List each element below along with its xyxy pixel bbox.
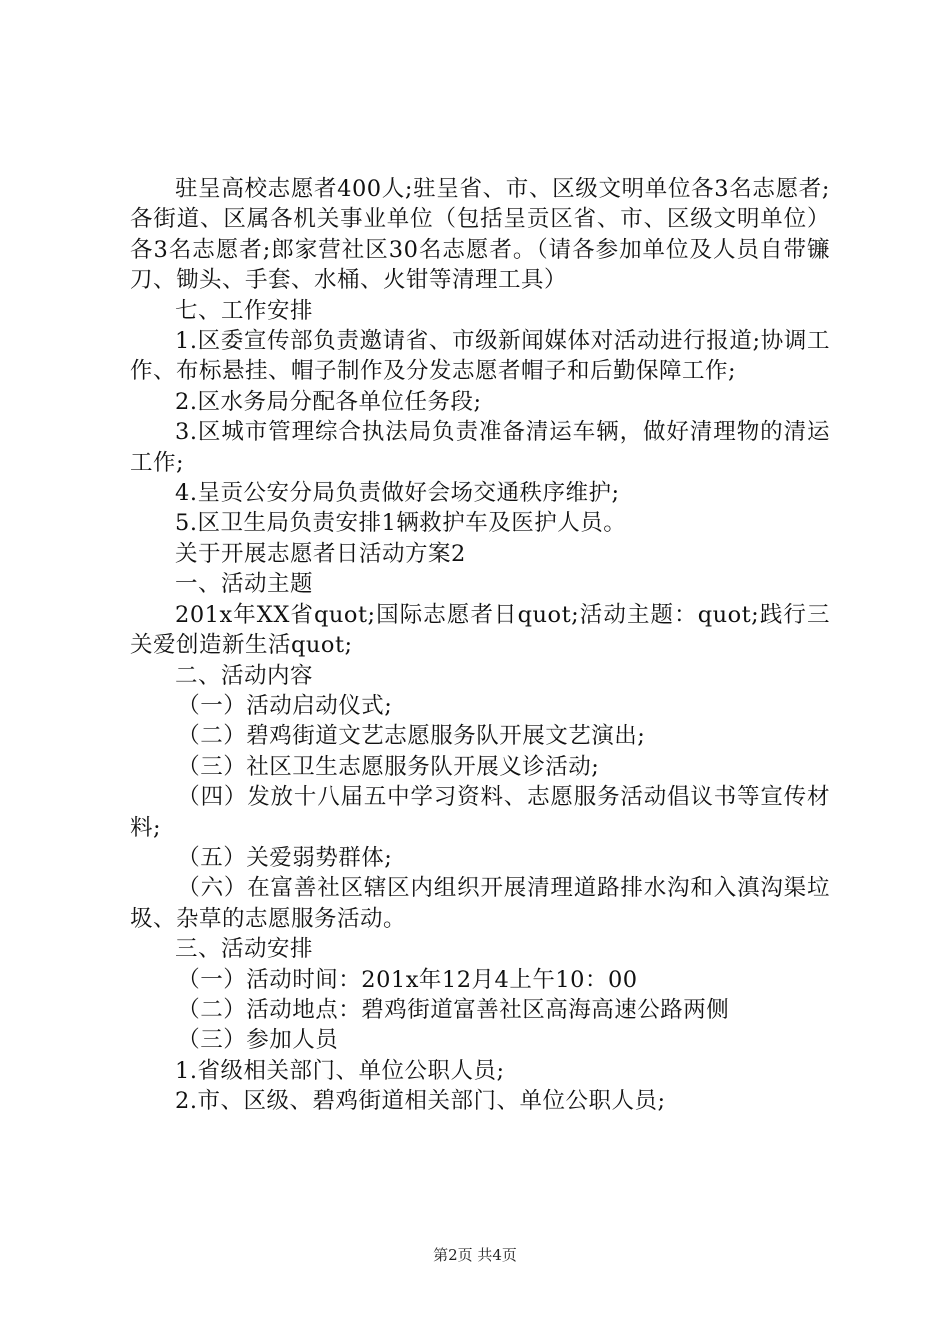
paragraph-item-5: 5.区卫生局负责安排1辆救护车及医护人员。 <box>175 510 627 537</box>
participant-item-2: 2.市、区级、碧鸡街道相关部门、单位公职人员; <box>175 1088 666 1115</box>
content-item-4: （四）发放十八届五中学习资料、志愿服务活动倡议书等宣传材料; <box>130 784 830 841</box>
paragraph-volunteer-participants: 驻呈高校志愿者400人;驻呈省、市、区级文明单位各3名志愿者;各街道、区属各机关事业单位（包括呈贡区省、市、区级文明单位）各3名志愿者;郎家营社区30名志愿者。（请各参加单位及人员自带镰刀、锄头、手套、水桶、火钳等清理工具） <box>130 176 830 294</box>
paragraph-item-2: 2.区水务局分配各单位任务段; <box>175 388 482 415</box>
content-item-1: （一）活动启动仪式; <box>177 692 393 719</box>
paragraph-activity-theme: 201x年XX省quot;国际志愿者日quot;活动主题：quot;践行三关爱创造新生活quot; <box>130 601 830 659</box>
page-number-footer: 第2页 共4页 <box>433 1246 517 1264</box>
arrangement-participants: （三）参加人员 <box>177 1027 339 1054</box>
arrangement-location: （二）活动地点：碧鸡街道富善社区高海高速公路两侧 <box>177 996 730 1023</box>
paragraph-item-1: 1.区委宣传部负责邀请省、市级新闻媒体对活动进行报道;协调工作、布标悬挂、帽子制作及分发志愿者帽子和后勤保障工作; <box>130 328 830 385</box>
arrangement-time: （一）活动时间：201x年12月4上午10：00 <box>177 966 638 993</box>
content-item-6: （六）在富善社区辖区内组织开展清理道路排水沟和入滇沟渠垃圾、杂草的志愿服务活动。 <box>130 875 830 932</box>
heading-activity-theme: 一、活动主题 <box>175 571 314 598</box>
content-item-3: （三）社区卫生志愿服务队开展义诊活动; <box>177 753 600 780</box>
content-item-2: （二）碧鸡街道文艺志愿服务队开展文艺演出; <box>177 723 646 750</box>
heading-work-arrangement: 七、工作安排 <box>175 297 314 324</box>
heading-activity-arrangement: 三、活动安排 <box>175 936 314 963</box>
content-item-5: （五）关爱弱势群体; <box>177 844 393 871</box>
document-body <box>130 174 830 1117</box>
paragraph-item-3: 3.区城市管理综合执法局负责准备清运车辆，做好清理物的清运工作; <box>130 419 830 476</box>
section-title-plan-2: 关于开展志愿者日活动方案2 <box>175 540 466 567</box>
heading-activity-content: 二、活动内容 <box>175 662 314 689</box>
participant-item-1: 1.省级相关部门、单位公职人员; <box>175 1057 505 1084</box>
paragraph-item-4: 4.呈贡公安分局负责做好会场交通秩序维护; <box>175 480 620 507</box>
